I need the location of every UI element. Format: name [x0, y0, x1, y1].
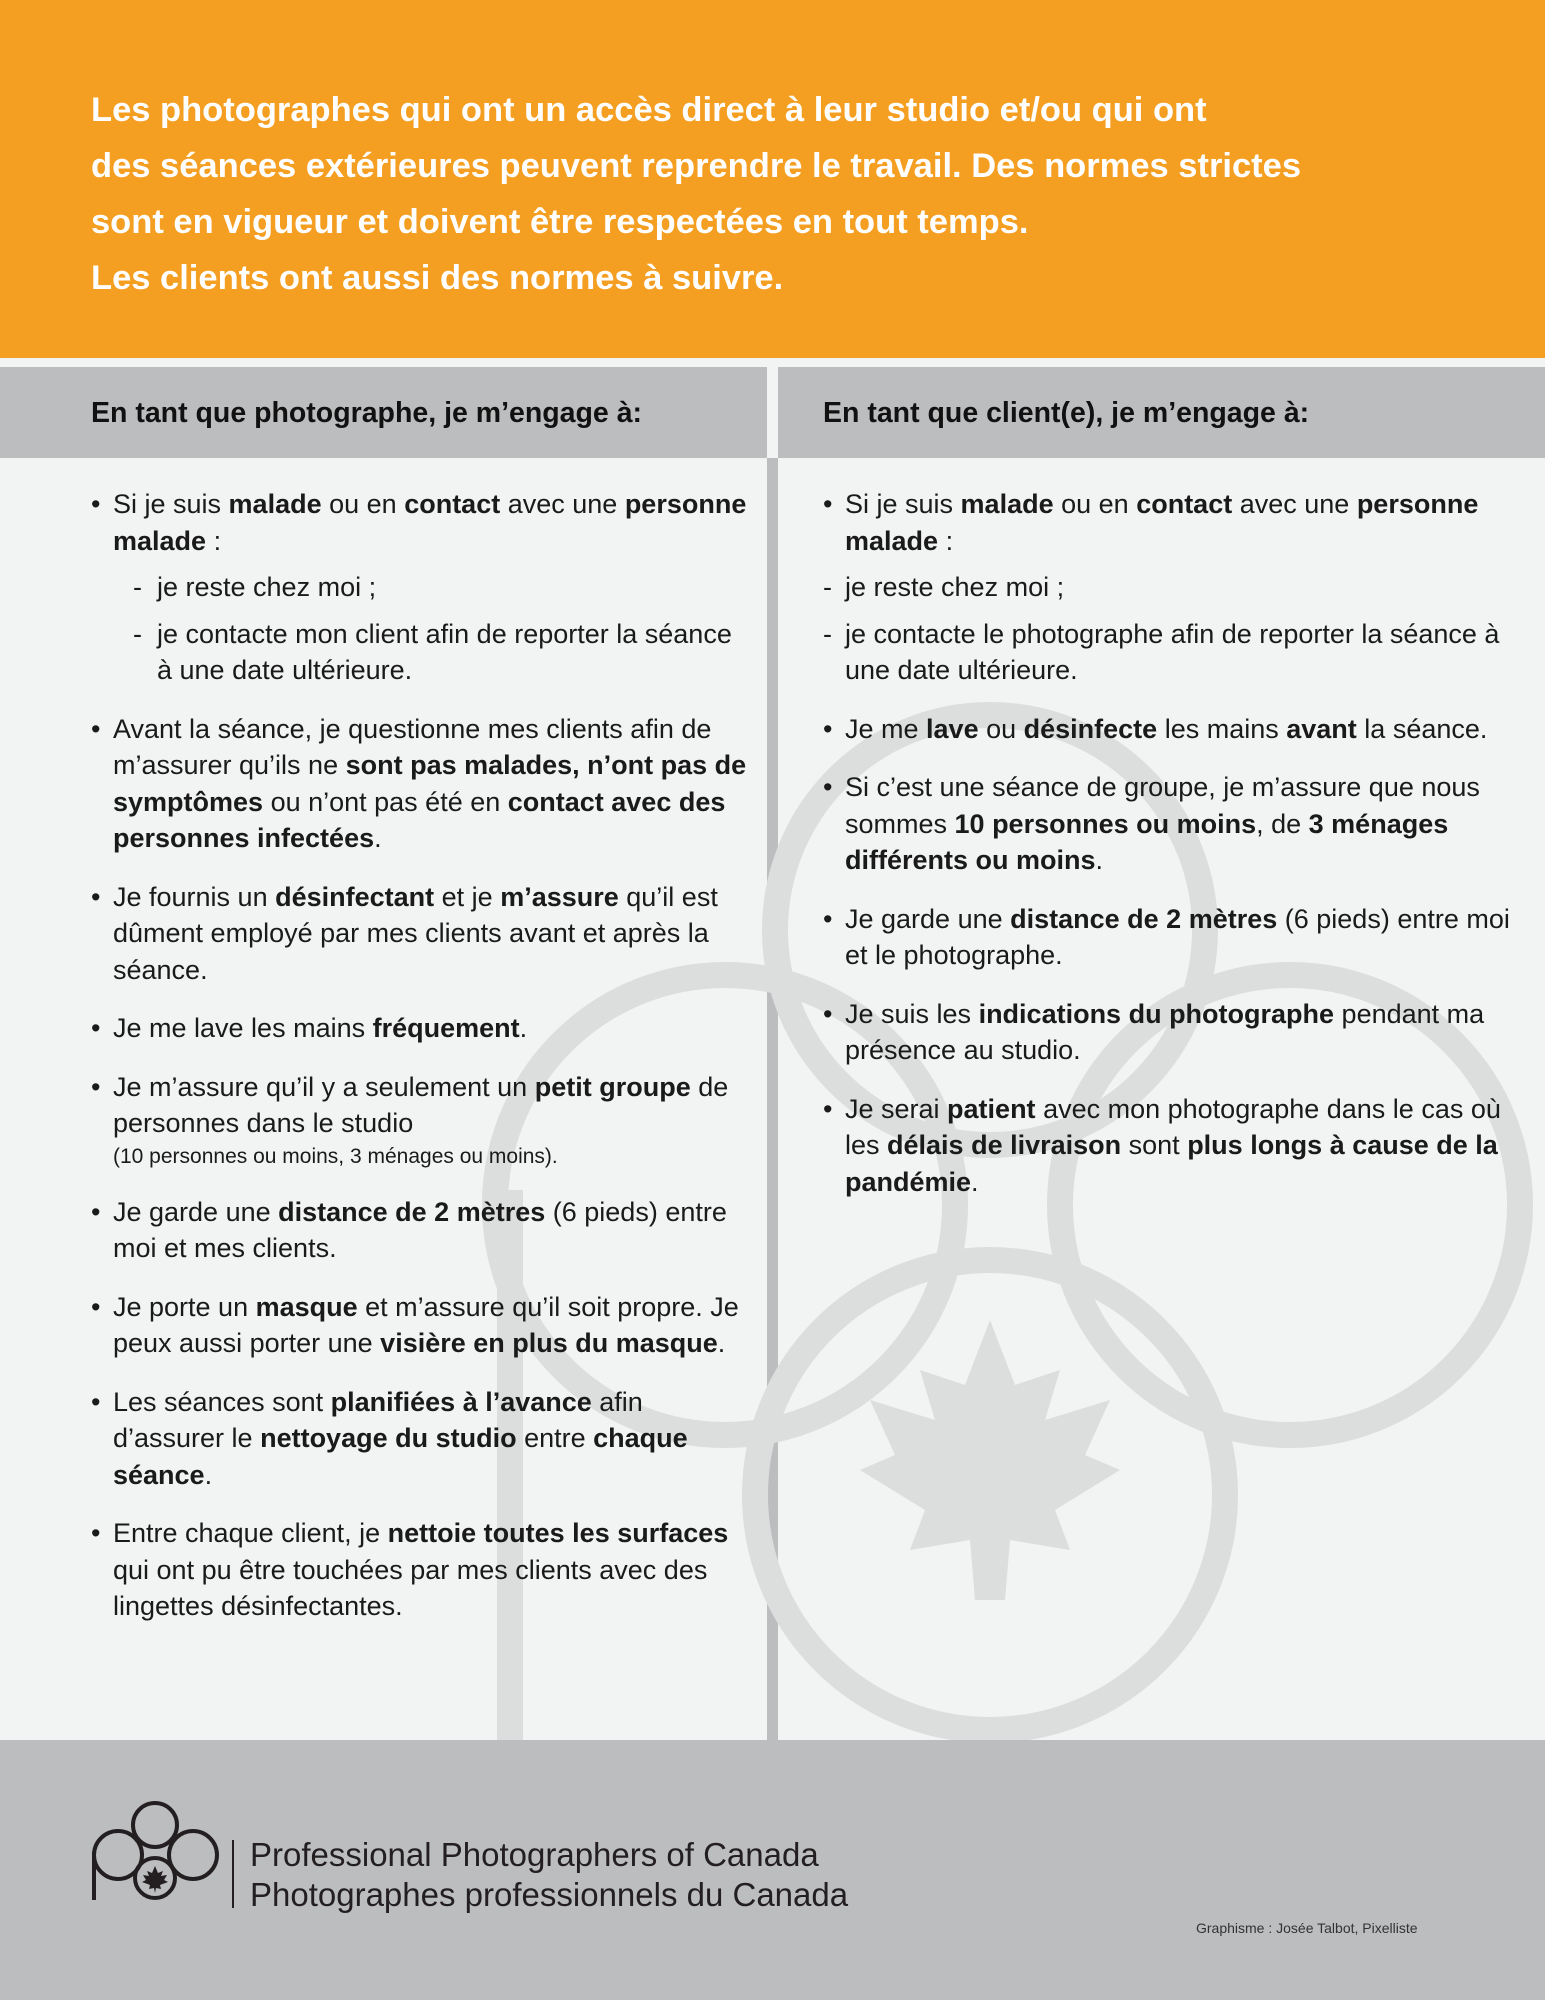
- photographer-commitment-item-text: Je m’assure qu’il y a seulement un petit groupe de personnes dans le studio (10 personnes ou moins, 3 ménages ou moins).: [113, 1069, 751, 1172]
- photographer-heading: En tant que photographe, je m’engage à:: [91, 397, 643, 429]
- client-commitment-sub-item-text: je reste chez moi ;: [845, 572, 1065, 602]
- bullet-icon: •: [91, 881, 101, 912]
- photographer-commitment-item: [91, 1384, 751, 1494]
- photographer-commitment-sub-item-text: je reste chez moi ;: [157, 572, 377, 602]
- photographer-commitment-item: [91, 711, 751, 857]
- client-commitment-item-text: Je serai patient avec mon photographe dans le cas où les délais de livraison sont plus longs à cause de la pandémie.: [845, 1093, 1501, 1197]
- photographer-commitment-item-text: Je garde une distance de 2 mètres (6 pieds) entre moi et mes clients.: [113, 1196, 727, 1263]
- photographer-commitment-item-text: Je porte un masque et m’assure qu’il soit propre. Je peux aussi porter une visière en plus du masque.: [113, 1291, 739, 1358]
- photographer-commitment-sub-item-text: je contacte mon client afin de reporter la séance à une date ultérieure.: [157, 618, 732, 685]
- bullet-icon: •: [823, 998, 833, 1029]
- banner-line-2: des séances extérieures peuvent reprendre le travail. Des normes strictes: [91, 147, 1302, 185]
- photographer-commitment-item-text: Je fournis un désinfectant et je m’assure qu’il est dûment employé par mes clients avant et après la séance.: [113, 881, 718, 985]
- header-banner: [0, 0, 1545, 358]
- client-commitment-item-text: Je garde une distance de 2 mètres (6 pieds) entre moi et le photographe.: [845, 903, 1510, 970]
- bullet-icon: •: [823, 713, 833, 744]
- client-commitment-item: [823, 711, 1523, 748]
- bullet-icon: •: [91, 1071, 101, 1102]
- photographer-commitment-item-text: Je me lave les mains fréquement.: [113, 1013, 528, 1043]
- client-commitment-sub-item: [823, 616, 1523, 689]
- bullet-icon: •: [823, 903, 833, 934]
- client-commitment-item: [823, 996, 1523, 1069]
- photographer-commitment-item: [91, 1289, 751, 1362]
- client-commitment-item-text: Si c’est une séance de groupe, je m’assure que nous sommes 10 personnes ou moins, de 3 ménages différents ou moins.: [845, 772, 1480, 875]
- photographer-commitment-item: [91, 879, 751, 989]
- bullet-icon: •: [91, 1196, 101, 1227]
- photographer-commitment-item: [91, 1069, 751, 1172]
- design-credit: Graphisme : Josée Talbot, Pixelliste: [1196, 1920, 1418, 1936]
- photographer-commitment-item-note: (10 personnes ou moins, 3 ménages ou moins).: [113, 1144, 558, 1168]
- dash-icon: -: [823, 618, 832, 649]
- client-commitment-item: [823, 769, 1523, 879]
- client-commitment-item-text: Je me lave ou désinfecte les mains avant la séance.: [845, 713, 1488, 744]
- banner-line-1: Les photographes qui ont un accès direct à leur studio et/ou qui ont: [91, 91, 1207, 129]
- dash-icon: -: [133, 618, 142, 649]
- photographer-commitment-item: [91, 486, 751, 689]
- photographer-commitment-item-text: Avant la séance, je questionne mes clients afin de m’assurer qu’ils ne sont pas malades, n’ont pas de symptômes ou n’ont pas été en contact avec des personnes infectées.: [113, 713, 747, 853]
- photographer-commitment-item: [91, 1194, 751, 1267]
- photographer-commitment-sub-item: [113, 569, 751, 606]
- photographer-commitment-item: [91, 1515, 751, 1625]
- bullet-icon: •: [823, 489, 833, 519]
- organization-name: [250, 1835, 848, 1915]
- client-commitment-item-text: Je suis les indications du photographe pendant ma présence au studio.: [845, 998, 1485, 1065]
- photographer-commitments: [91, 486, 751, 1647]
- banner-message: [91, 82, 1491, 306]
- photographer-commitment-item-text: Entre chaque client, je nettoie toutes les surfaces qui ont pu être touchées par mes clients avec des lingettes désinfectantes.: [113, 1518, 729, 1621]
- bullet-icon: •: [91, 713, 101, 744]
- banner-line-3: sont en vigueur et doivent être respectées en tout temps.: [91, 203, 1029, 241]
- photographer-commitment-item: [91, 1010, 751, 1047]
- photographer-commitment-item-text: Si je suis malade ou en contact avec une personne malade :: [113, 489, 747, 556]
- client-commitment-sub-item-text: je contacte le photographe afin de reporter la séance à une date ultérieure.: [845, 618, 1500, 685]
- bullet-icon: •: [91, 1386, 101, 1417]
- client-commitment-item: [823, 901, 1523, 974]
- org-name-english: Professional Photographers of Canada: [250, 1836, 819, 1873]
- org-name-french: Photographes professionnels du Canada: [250, 1876, 849, 1913]
- ppoc-logo: [88, 1800, 223, 1900]
- photographer-column-header: [0, 367, 767, 458]
- bullet-icon: •: [91, 1013, 101, 1043]
- dash-icon: -: [133, 572, 142, 602]
- client-commitment-item-text: Si je suis malade ou en contact avec une personne malade :: [845, 489, 1479, 556]
- client-commitment-sub-item: [823, 569, 1523, 606]
- photographer-commitment-item-text: Les séances sont planifiées à l’avance afin d’assurer le nettoyage du studio entre chaque séance.: [113, 1386, 688, 1490]
- client-commitments: [823, 486, 1523, 1222]
- client-commitment-item: [823, 1091, 1523, 1201]
- bullet-icon: •: [91, 489, 101, 519]
- dash-icon: -: [823, 572, 832, 602]
- client-commitment-item: [823, 486, 1523, 689]
- bullet-icon: •: [91, 1518, 101, 1548]
- client-heading: En tant que client(e), je m’engage à:: [823, 397, 1310, 429]
- bullet-icon: •: [823, 1093, 833, 1124]
- banner-line-4: Les clients ont aussi des normes à suivre.: [91, 259, 784, 297]
- bullet-icon: •: [823, 772, 833, 802]
- photographer-commitment-sub-item: [113, 616, 751, 689]
- logo-separator: [232, 1840, 234, 1908]
- client-column-header: [778, 367, 1545, 458]
- bullet-icon: •: [91, 1291, 101, 1322]
